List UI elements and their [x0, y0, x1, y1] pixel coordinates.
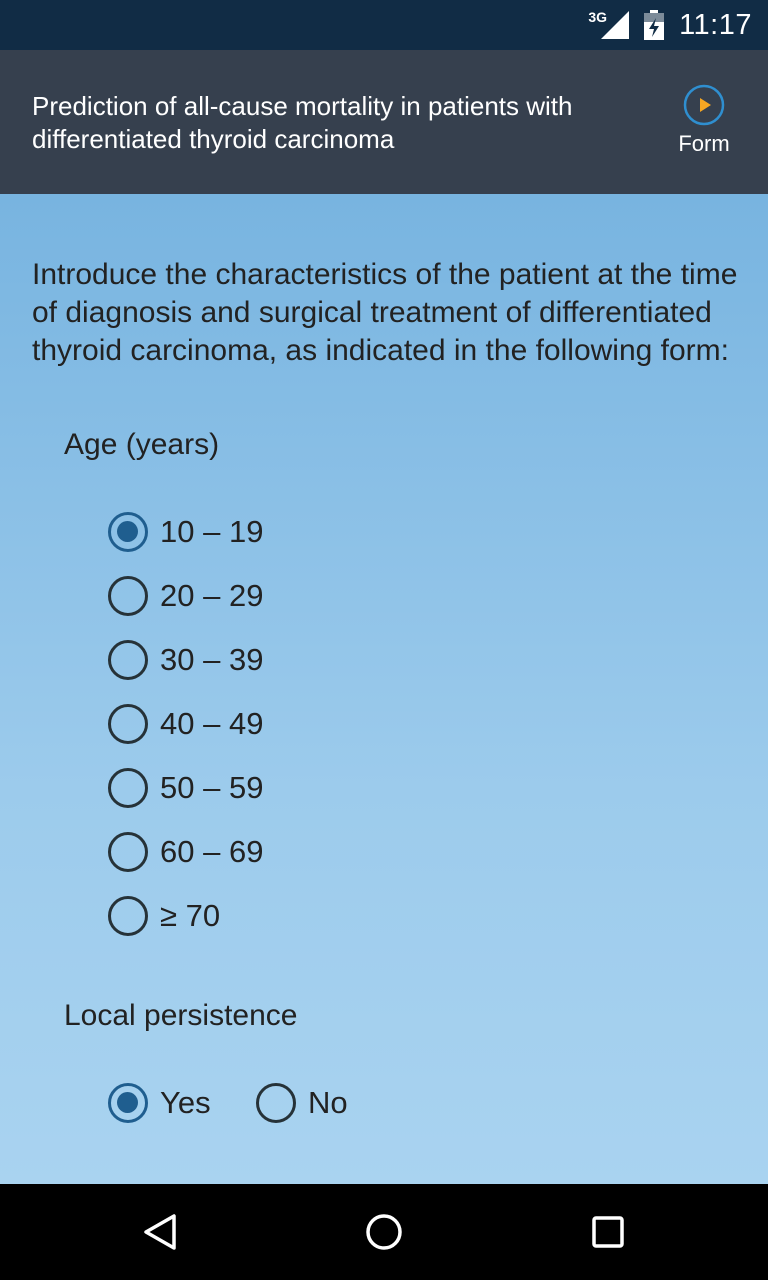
radio-unchecked-icon: [108, 704, 148, 744]
status-bar: [0, 0, 768, 50]
page-title: Prediction of all-cause mortality in patients with differentiated thyroid carcinoma: [32, 91, 573, 154]
local-persistence-yes-label: Yes: [160, 1085, 211, 1120]
age-option-50-59[interactable]: [108, 768, 263, 808]
age-option-label: ≥ 70: [160, 898, 221, 933]
age-option-label: 60 – 69: [160, 834, 264, 869]
navigation-bar: [0, 1184, 768, 1280]
age-option-40-49[interactable]: [108, 704, 263, 744]
form-button-label: Form: [678, 131, 730, 156]
local-persistence-no[interactable]: [256, 1083, 348, 1123]
form-button[interactable]: [664, 84, 744, 164]
age-label: Age (years): [64, 428, 220, 461]
play-circle-icon: [683, 84, 725, 126]
age-option-30-39[interactable]: [108, 640, 263, 680]
radio-unchecked-icon: [108, 768, 148, 808]
radio-unchecked-icon: [108, 640, 148, 680]
local-persistence-no-label: No: [308, 1085, 348, 1120]
radio-unchecked-icon: [108, 896, 148, 936]
battery-icon: [643, 10, 665, 40]
radio-unchecked-icon: [256, 1083, 296, 1123]
age-option-10-19[interactable]: [108, 512, 263, 552]
radio-unchecked-icon: [108, 576, 148, 616]
radio-unchecked-icon: [108, 832, 148, 872]
radio-checked-icon: [108, 1083, 148, 1123]
local-persistence-yes[interactable]: [108, 1083, 211, 1123]
home-circle-icon[interactable]: [360, 1208, 408, 1256]
age-option-label: 40 – 49: [160, 706, 264, 741]
back-triangle-icon[interactable]: [136, 1208, 184, 1256]
recents-square-icon[interactable]: [584, 1208, 632, 1256]
age-option-70-plus[interactable]: [108, 896, 220, 936]
age-option-label: 50 – 59: [160, 770, 264, 805]
age-option-60-69[interactable]: [108, 832, 263, 872]
local-persistence-label: Local persistence: [64, 999, 298, 1032]
age-option-label: 20 – 29: [160, 578, 264, 613]
age-option-label: 30 – 39: [160, 642, 264, 677]
age-option-label: 10 – 19: [160, 514, 264, 549]
radio-checked-icon: [108, 512, 148, 552]
network-type: 3G: [588, 9, 608, 25]
app-bar: [0, 50, 768, 194]
age-option-20-29[interactable]: [108, 576, 263, 616]
clock: 11:17: [679, 8, 752, 41]
intro-text: Introduce the characteristics of the patient at the time of diagnosis and surgical treatment of differentiated thyroid carcinoma, as indicated in the following form:: [32, 258, 738, 367]
form-content: [0, 194, 768, 1184]
